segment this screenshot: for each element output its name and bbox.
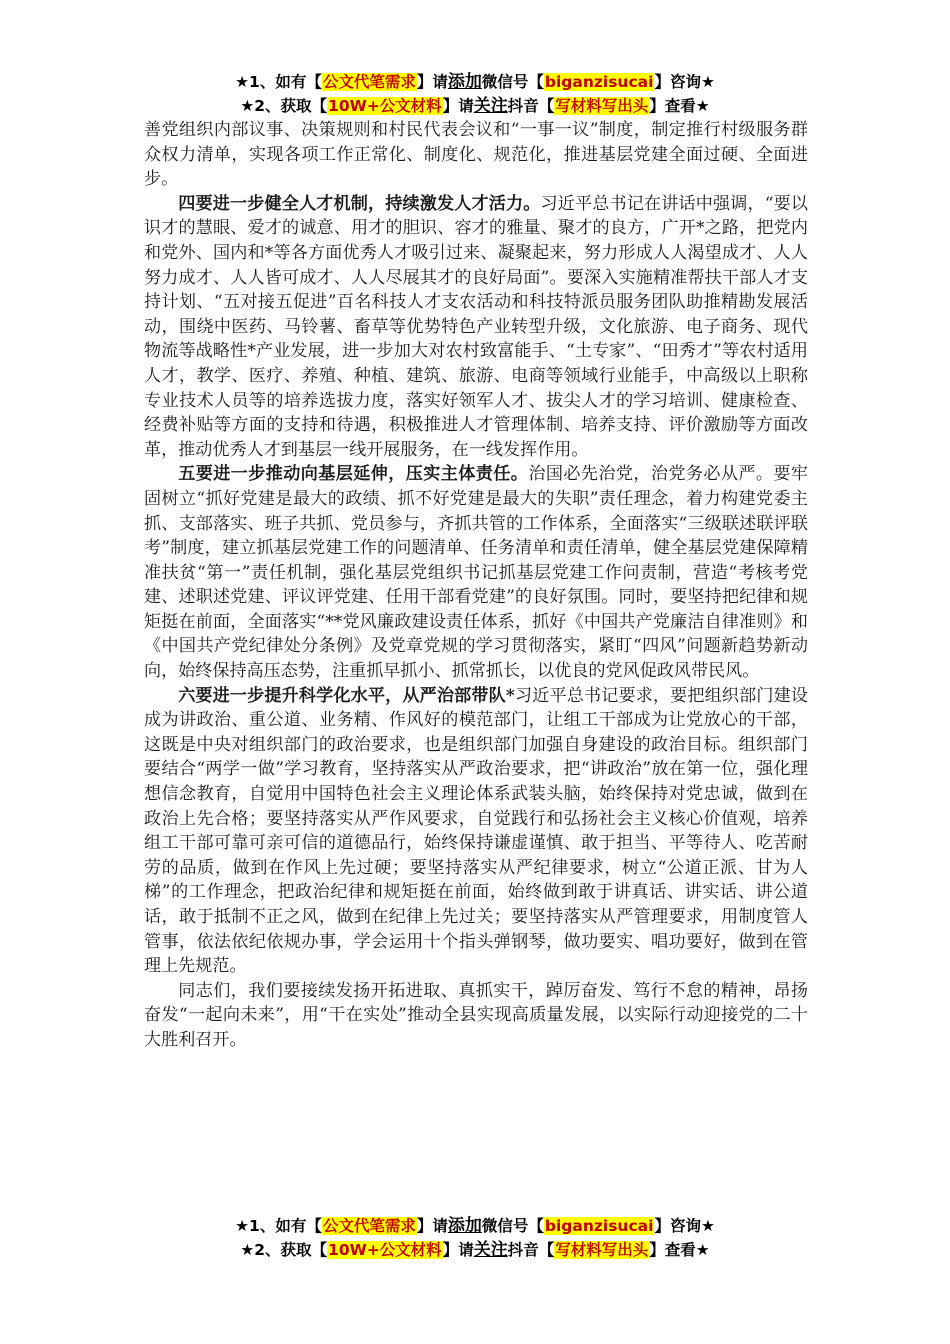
promo-highlight: biganzisucai — [544, 73, 654, 91]
promo-highlight: 10W+公文材料 — [328, 97, 442, 115]
paragraph-closing: 同志们，我们要接续发扬开拓进取、真抓实干，踔厉奋发、笃行不怠的精神，昂扬奋发“一起向未来”，用“干在实处”推动全县实现高质量发展，以实际行动迎接党的二十大胜利召开。 — [144, 980, 808, 1050]
promo-line-2 — [0, 1238, 950, 1262]
promo-text: 】请 — [416, 1217, 448, 1235]
document-body — [144, 118, 808, 1053]
promo-highlight: 10W+公文材料 — [328, 1241, 442, 1259]
promo-banner-top — [0, 70, 950, 118]
promo-line-1 — [0, 1214, 950, 1238]
paragraph-responsibility — [144, 462, 808, 683]
promo-text: ★2、获取【 — [240, 1241, 328, 1259]
promo-emphasis: 添加 — [447, 72, 482, 92]
promo-text: 微信号【 — [481, 73, 544, 91]
promo-emphasis: 关注 — [473, 96, 508, 116]
promo-text: 抖音【 — [507, 1241, 555, 1259]
promo-highlight: biganzisucai — [544, 1217, 654, 1235]
promo-text: 】请 — [416, 73, 448, 91]
promo-highlight: 公文代笔需求 — [322, 1217, 416, 1235]
paragraph-talent — [144, 192, 808, 463]
paragraph-strict-governance — [144, 684, 808, 979]
paragraph-heading: 四要进一步健全人才机制，持续激发人才活力。 — [178, 193, 541, 214]
paragraph-text: 治国必先治党，治党务必从严。要牢固树立“抓好党建是最大的政绩、抓不好党建是最大的失职”责任理念，着力构建党委主抓、支部落实、班子共抓、党员参与，齐抓共管的工作体系，全面落实“三级联述联评联考”制度，建立抓基层党建工作的问题清单、任务清单和责任清单，健全基层党建保障精准扶贫“第一”责任机制，强化基层党组织书记抓基层党建工作问责制，营造“考核考党建、述职述党建、评议评党建、任用干部看党建”的良好氛围。同时，要坚持把纪律和规矩挺在前面，全面落实“**党风廉政建设责任体系，抓好《中国共产党廉洁自律准则》和《中国共产党纪律处分条例》及党章党规的学习贯彻落实，紧盯“四风”问题新趋势新动向，始终保持高压态势，注重抓早抓小、抓常抓长，以优良的党风促政风带民风。 — [144, 464, 808, 682]
promo-line-1 — [0, 70, 950, 94]
promo-text: 】查看★ — [649, 1241, 710, 1259]
promo-text: 】请 — [442, 1241, 474, 1259]
promo-highlight: 公文代笔需求 — [322, 73, 416, 91]
paragraph-heading: 五要进一步推动向基层延伸，压实主体责任。 — [178, 464, 529, 485]
promo-text: ★2、获取【 — [240, 97, 328, 115]
paragraph-continued: 善党组织内部议事、决策规则和村民代表会议和“一事一议”制度，制定推行村级服务群众权力清单，实现各项工作正常化、制度化、规范化，推进基层党建全面过硬、全面进步。 — [144, 120, 808, 190]
promo-banner-bottom — [0, 1214, 950, 1262]
promo-text: 微信号【 — [481, 1217, 544, 1235]
promo-text: ★1、如有【 — [235, 1217, 322, 1235]
paragraph-text: 习近平总书记要求，要把组织部门建设成为讲政治、重公道、业务精、作风好的模范部门，让组工干部成为让党放心的干部，这既是中央对组织部门的政治要求，也是组织部门加强自身建设的政治目标。组织部门要结合“两学一做”学习教育，坚持落实从严政治要求，把“讲政治”放在第一位，强化理想信念教育，自觉用中国特色社会主义理论体系武装头脑，始终保持对党忠诚，做到在政治上先合格；要坚持落实从严作风要求，自觉践行和弘扬社会主义核心价值观，培养组工干部可靠可亲可信的道德品行，始终保持谦虚谨慎、敢于担当、平等待人、吃苦耐劳的品质，做到在作风上先过硬；要坚持落实从严纪律要求，树立“公道正派、甘为人梯”的工作理念，把政治纪律和规矩挺在前面，始终做到敢于讲真话、讲实话、讲公道话，敢于抵制不正之风，做到在纪律上先过关；要坚持落实从严管理要求，用制度管人管事，依法依纪依规办事，学会运用十个指头弹钢琴，做功要实、唱功要好，做到在管理上先规范。 — [144, 685, 809, 977]
promo-text: 抖音【 — [507, 97, 555, 115]
promo-text: ★1、如有【 — [235, 73, 322, 91]
promo-text: 】查看★ — [649, 97, 710, 115]
paragraph-text: 习近平总书记在讲话中强调，“要以识才的慧眼、爱才的诚意、用才的胆识、容才的雅量、聚才的良方，广开*之路，把党内和党外、国内和*等各方面优秀人才吸引过来、凝聚起来，努力形成人人渴望成才、人人努力成才、人人皆可成才、人人尽展其才的良好局面”。要深入实施精准帮扶干部人才支持计划、“五对接五促进”百名科技人才支农活动和科技特派员服务团队助推精勘发展活动，围绕中医药、马铃薯、畜草等优势特色产业转型升级，文化旅游、电子商务、现代物流等战略性*产业发展，进一步加大对农村致富能手、“土专家”、“田秀才”等农村适用人才，教学、医疗、养殖、种植、建筑、旅游、电商等领域行业能手，中高级以上职称专业技术人员等的培养选拔力度，落实好领军人才、拔尖人才的学习培训、健康检查、经费补贴等方面的支持和待遇，积极推进人才管理体制、培养支持、评价激励等方面改革，推动优秀人才到基层一线开展服务，在一线发挥作用。 — [144, 193, 808, 460]
promo-text: 】咨询★ — [654, 73, 715, 91]
promo-emphasis: 添加 — [447, 1216, 482, 1236]
promo-highlight: 写材料写出头 — [555, 1241, 649, 1259]
promo-text: 】请 — [442, 97, 474, 115]
promo-line-2 — [0, 94, 950, 118]
promo-highlight: 写材料写出头 — [555, 97, 649, 115]
promo-emphasis: 关注 — [473, 1240, 508, 1260]
promo-text: 】咨询★ — [654, 1217, 715, 1235]
paragraph-heading: 六要进一步提升科学化水平，从严治部带队* — [178, 685, 515, 706]
